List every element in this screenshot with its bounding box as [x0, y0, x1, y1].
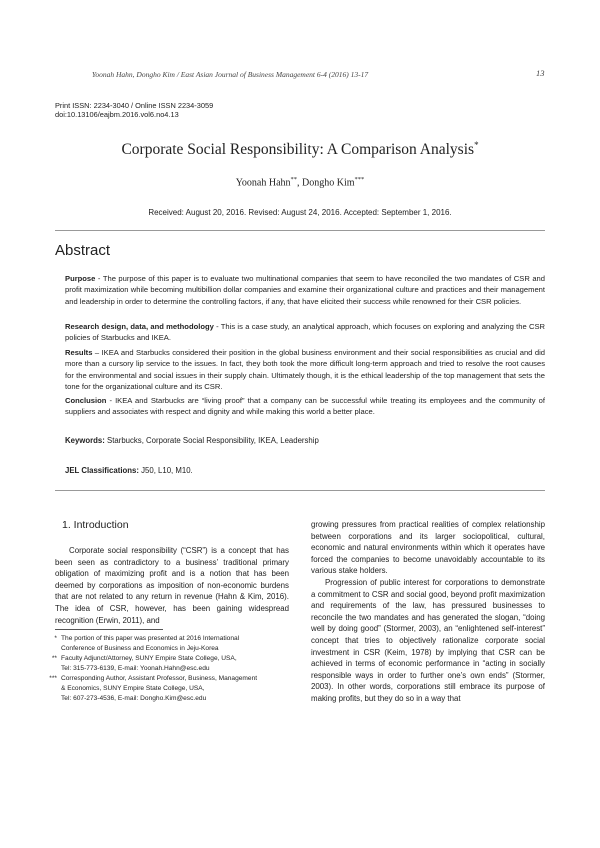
intro-right-column: [311, 519, 545, 705]
abstract-results: [65, 347, 545, 392]
title-footnote-mark: *: [474, 140, 479, 150]
footnote-line: Corresponding Author, Assistant Professor, Business, Management: [61, 675, 258, 682]
jel-line: [65, 466, 193, 475]
section-heading: 1. Introduction: [62, 519, 129, 531]
doi-line: doi:10.13106/eajbm.2016.vol6.no4.13: [55, 110, 179, 119]
footnote-rule: [55, 629, 163, 630]
purpose-label: Purpose: [65, 274, 96, 283]
paragraph: Progression of public interest for corporations to demonstrate a commitment to CSR and social good, beyond profit maximization and requirements of the law, has pressured businesses to reconcile the two mandates and has generated the slogan, “doing well by doing good” (Stormer, 2003), an “enlightened self-interest” concept that tries to objectively rationalize corporate social investment in CSR (Keim, 1978) by implying that CSR can be achieved in terms of economic performance in “acting in socially responsible ways in order to further one’s own ends” (Stormer, 2003). In other words, corporations still embrace its purpose of making profits, but they do so in a way that: [311, 577, 545, 703]
footnote-line: Tel: 315-773-6139, E-mail: Yoonah.Hahn@esc.edu: [61, 665, 210, 672]
abstract-conclusion: [65, 395, 545, 418]
footnote: [40, 674, 292, 704]
footnote: [40, 634, 292, 654]
paragraph: growing pressures from practical realities of complex relationship between corporations and its larger sociopolitical, cultural, economic and natural environments within which it operates have forced the companies to become unavoidably accountable to its various stake holders.: [311, 520, 545, 576]
design-text: - This is a case study, an analytical approach, which focuses on exploring and analyzing the CSR policies of Starbucks and IKEA.: [65, 322, 545, 343]
footnote-mark: *: [54, 635, 57, 642]
conclusion-label: Conclusion: [65, 396, 107, 405]
paper-title: [0, 140, 600, 159]
footnote-mark: ***: [49, 675, 57, 682]
paragraph: Corporate social responsibility (“CSR”) is a concept that has been seen as contradictory to a business’ traditional primary obligation of maximizing profit and is a notion that has been deemed by corporations as imposition of non-economic burdens that are not related to any return in revenue (Hahn & Kim, 2016). The idea of CSR, however, has been gaining widespread recognition (Erwin, 2011), and: [55, 546, 289, 625]
author-footnote-mark: **: [290, 176, 298, 183]
conclusion-text: - IKEA and Starbucks are “living proof” that a company can be successful while treating its employees and the community of suppliers and associates with respect and dignity and while making this world a better place.: [65, 396, 545, 417]
title-text: Corporate Social Responsibility: A Comparison Analysis: [121, 141, 475, 159]
keywords-line: [65, 436, 319, 445]
author-footnote-mark: ***: [354, 176, 365, 183]
footnote-line: The portion of this paper was presented at 2016 International: [61, 635, 240, 642]
author-separator: ,: [297, 177, 303, 189]
footnote-line: & Economics, SUNY Empire State College, USA,: [61, 685, 205, 692]
submission-dates: Received: August 20, 2016. Revised: August 24, 2016. Accepted: September 1, 2016.: [148, 208, 452, 217]
footnote-line: Conference of Business and Economics in Jeju-Korea: [61, 645, 219, 652]
abstract-heading: Abstract: [55, 242, 111, 259]
intro-left-column: [55, 545, 289, 626]
author-line: [0, 176, 600, 188]
page-number: 13: [536, 68, 545, 78]
design-label: Research design, data, and methodology: [65, 322, 214, 331]
running-head: Yoonah Hahn, Dongho Kim / East Asian Journal of Business Management 6-4 (2016) 13-17: [91, 70, 369, 79]
jel-text: J50, L10, M10.: [138, 466, 193, 475]
keywords-label: Keywords:: [65, 436, 105, 445]
issn-line: Print ISSN: 2234-3040 / Online ISSN 2234-3059: [55, 101, 214, 110]
results-text: – IKEA and Starbucks considered their position in the global business environment and their social responsibilities as crucial and did more than a cursory lip service to the issues. In fact, they both took the more difficult long-term approach and tried to resolve the root causes for the environmental and social issues in their supply chain. Ultimately though, it is the ethical leadership of the top management that sets the tone for the organizational culture and its CSR.: [65, 348, 545, 391]
keywords-text: Starbucks, Corporate Social Responsibility, IKEA, Leadership: [104, 436, 319, 445]
abstract-design: [65, 321, 545, 344]
issn-block: [55, 101, 213, 119]
jel-label: JEL Classifications:: [65, 466, 139, 475]
footnotes: [40, 634, 292, 704]
divider: [55, 230, 545, 231]
author-name: Dongho Kim: [302, 177, 355, 189]
footnote: [40, 654, 292, 674]
purpose-text: - The purpose of this paper is to evaluate two multinational companies that seem to have reconciled the two mandates of CSR and profit maximization while becoming multibillion dollar companies and examine their organizational culture and practices and their management and leadership in order to determine the controlling factors, if any, that have elicited their success while renowned for their CSR policies.: [65, 274, 545, 306]
author-name: Yoonah Hahn: [235, 177, 291, 189]
divider: [55, 490, 545, 491]
footnote-line: Faculty Adjunct/Attorney, SUNY Empire State College, USA,: [61, 655, 237, 662]
footnote-mark: **: [51, 655, 57, 662]
abstract-purpose: [65, 273, 545, 307]
results-label: Results: [65, 348, 93, 357]
footnote-line: Tel: 607-273-4536, E-mail: Dongho.Kim@esc.edu: [61, 695, 207, 702]
